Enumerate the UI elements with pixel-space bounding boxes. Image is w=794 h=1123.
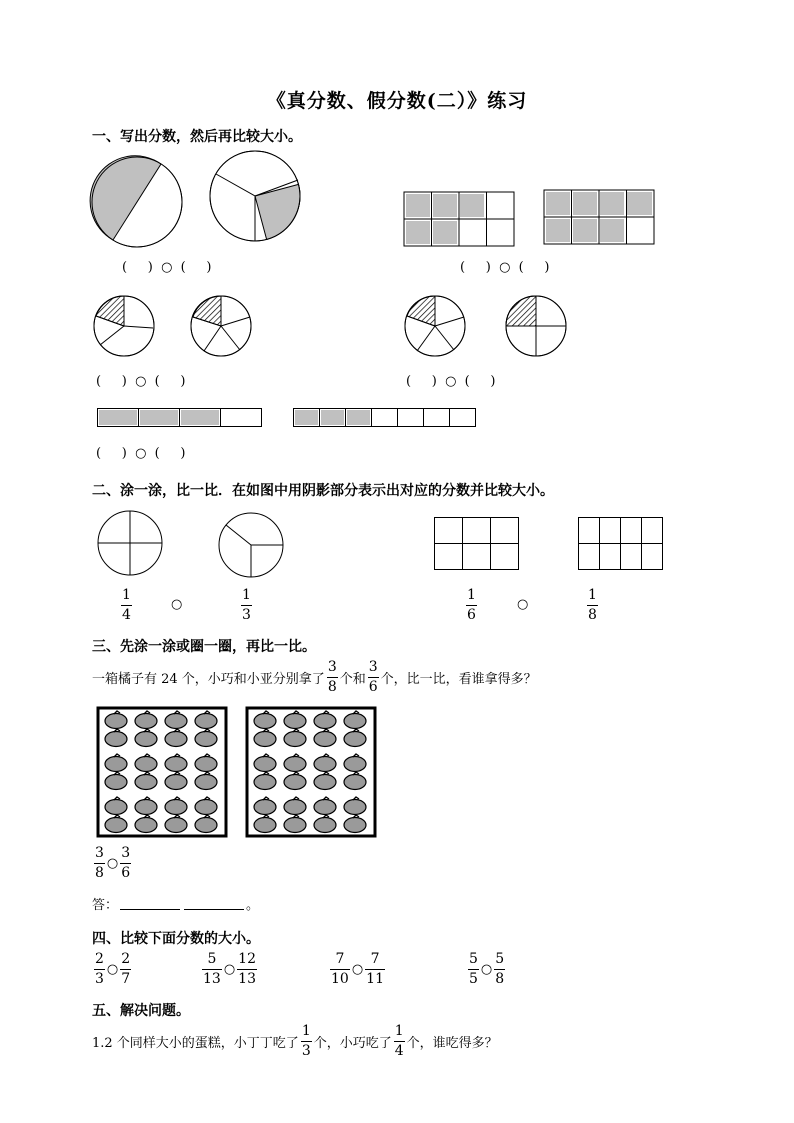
fraction-1-3: 1 3 — [242, 587, 251, 623]
answer-blank-3[interactable]: ( ) ○ ( ) — [96, 374, 186, 389]
bar-7-parts — [293, 408, 478, 428]
circle-4-parts — [503, 295, 567, 359]
section-4-heading: 四、比较下面分数的大小。 — [92, 931, 260, 947]
section-5-heading: 五、解决问题。 — [92, 1003, 190, 1019]
orange-box-left[interactable] — [97, 707, 229, 839]
fraction-1-6: 1 6 — [467, 587, 476, 623]
answer-blank-5[interactable]: ( ) ○ ( ) — [96, 446, 186, 461]
compare-circle[interactable]: ○ — [351, 962, 364, 977]
compare-circle[interactable]: ○ — [517, 597, 529, 612]
fraction-1-4: 1 4 — [122, 587, 131, 623]
answer-blank-2[interactable]: ( ) ○ ( ) — [460, 260, 550, 275]
circle-5-parts-c — [402, 295, 466, 359]
compare-3-8-3-6: $\frac{3}{8}$ ○ $\frac{3}{6}$ — [95, 845, 131, 881]
circle-5-parts-a — [93, 295, 157, 359]
compare-pair-1: $\frac{2}{3}$ ○ $\frac{2}{7}$ — [95, 951, 131, 987]
compare-pair-3: $\frac{7}{10}$ ○ $\frac{7}{11}$ — [331, 951, 384, 987]
compare-circle[interactable]: ○ — [106, 856, 119, 871]
grid-2x4-right — [544, 190, 656, 246]
grid-2x3 — [434, 517, 520, 571]
compare-pair-4: $\frac{5}{5}$ ○ $\frac{5}{8}$ — [469, 951, 505, 987]
compare-pair-2: $\frac{5}{13}$ ○ $\frac{12}{13}$ — [203, 951, 256, 987]
circle-quarters — [97, 510, 165, 578]
circle-thirds — [218, 512, 286, 580]
section-3-heading: 三、先涂一涂或圈一圈，再比一比。 — [92, 639, 316, 655]
circle-third-shaded — [208, 150, 308, 245]
grid-2x4 — [578, 517, 664, 571]
circle-5-parts-b — [190, 295, 254, 359]
compare-circle[interactable]: ○ — [223, 962, 236, 977]
compare-circle[interactable]: ○ — [480, 962, 493, 977]
circle-half-shaded — [90, 158, 190, 248]
grid-2x4-left — [404, 192, 516, 248]
section-1-heading: 一、写出分数，然后再比较大小。 — [92, 129, 302, 145]
compare-circle[interactable]: ○ — [106, 962, 119, 977]
fraction-1-8: 1 8 — [588, 587, 597, 623]
orange-box-right[interactable] — [246, 707, 378, 839]
answer-line[interactable]: 答： 。 — [92, 898, 260, 913]
question-cakes: 1.2 个同样大小的蛋糕，小丁丁吃了 $\frac{1}{3}$ 个，小巧吃了 $\frac{1}{4}$ 个，谁吃得多？ — [92, 1023, 498, 1059]
page-title: 《真分数、假分数(二）》练习 — [266, 90, 528, 112]
question-oranges: 一箱橘子有 24 个，小巧和小亚分别拿了 $\frac{3}{8}$ 个和 $\frac{3}{6}$ 个，比一比，看谁拿得多？ — [92, 659, 537, 695]
section-2-heading: 二、涂一涂，比一比．在如图中用阴影部分表示出对应的分数并比较大小。 — [92, 483, 554, 499]
answer-blank-4[interactable]: ( ) ○ ( ) — [406, 374, 496, 389]
answer-blank-1[interactable]: ( ) ○ ( ) — [122, 260, 212, 275]
compare-circle[interactable]: ○ — [171, 597, 183, 612]
bar-4-parts — [97, 408, 263, 428]
